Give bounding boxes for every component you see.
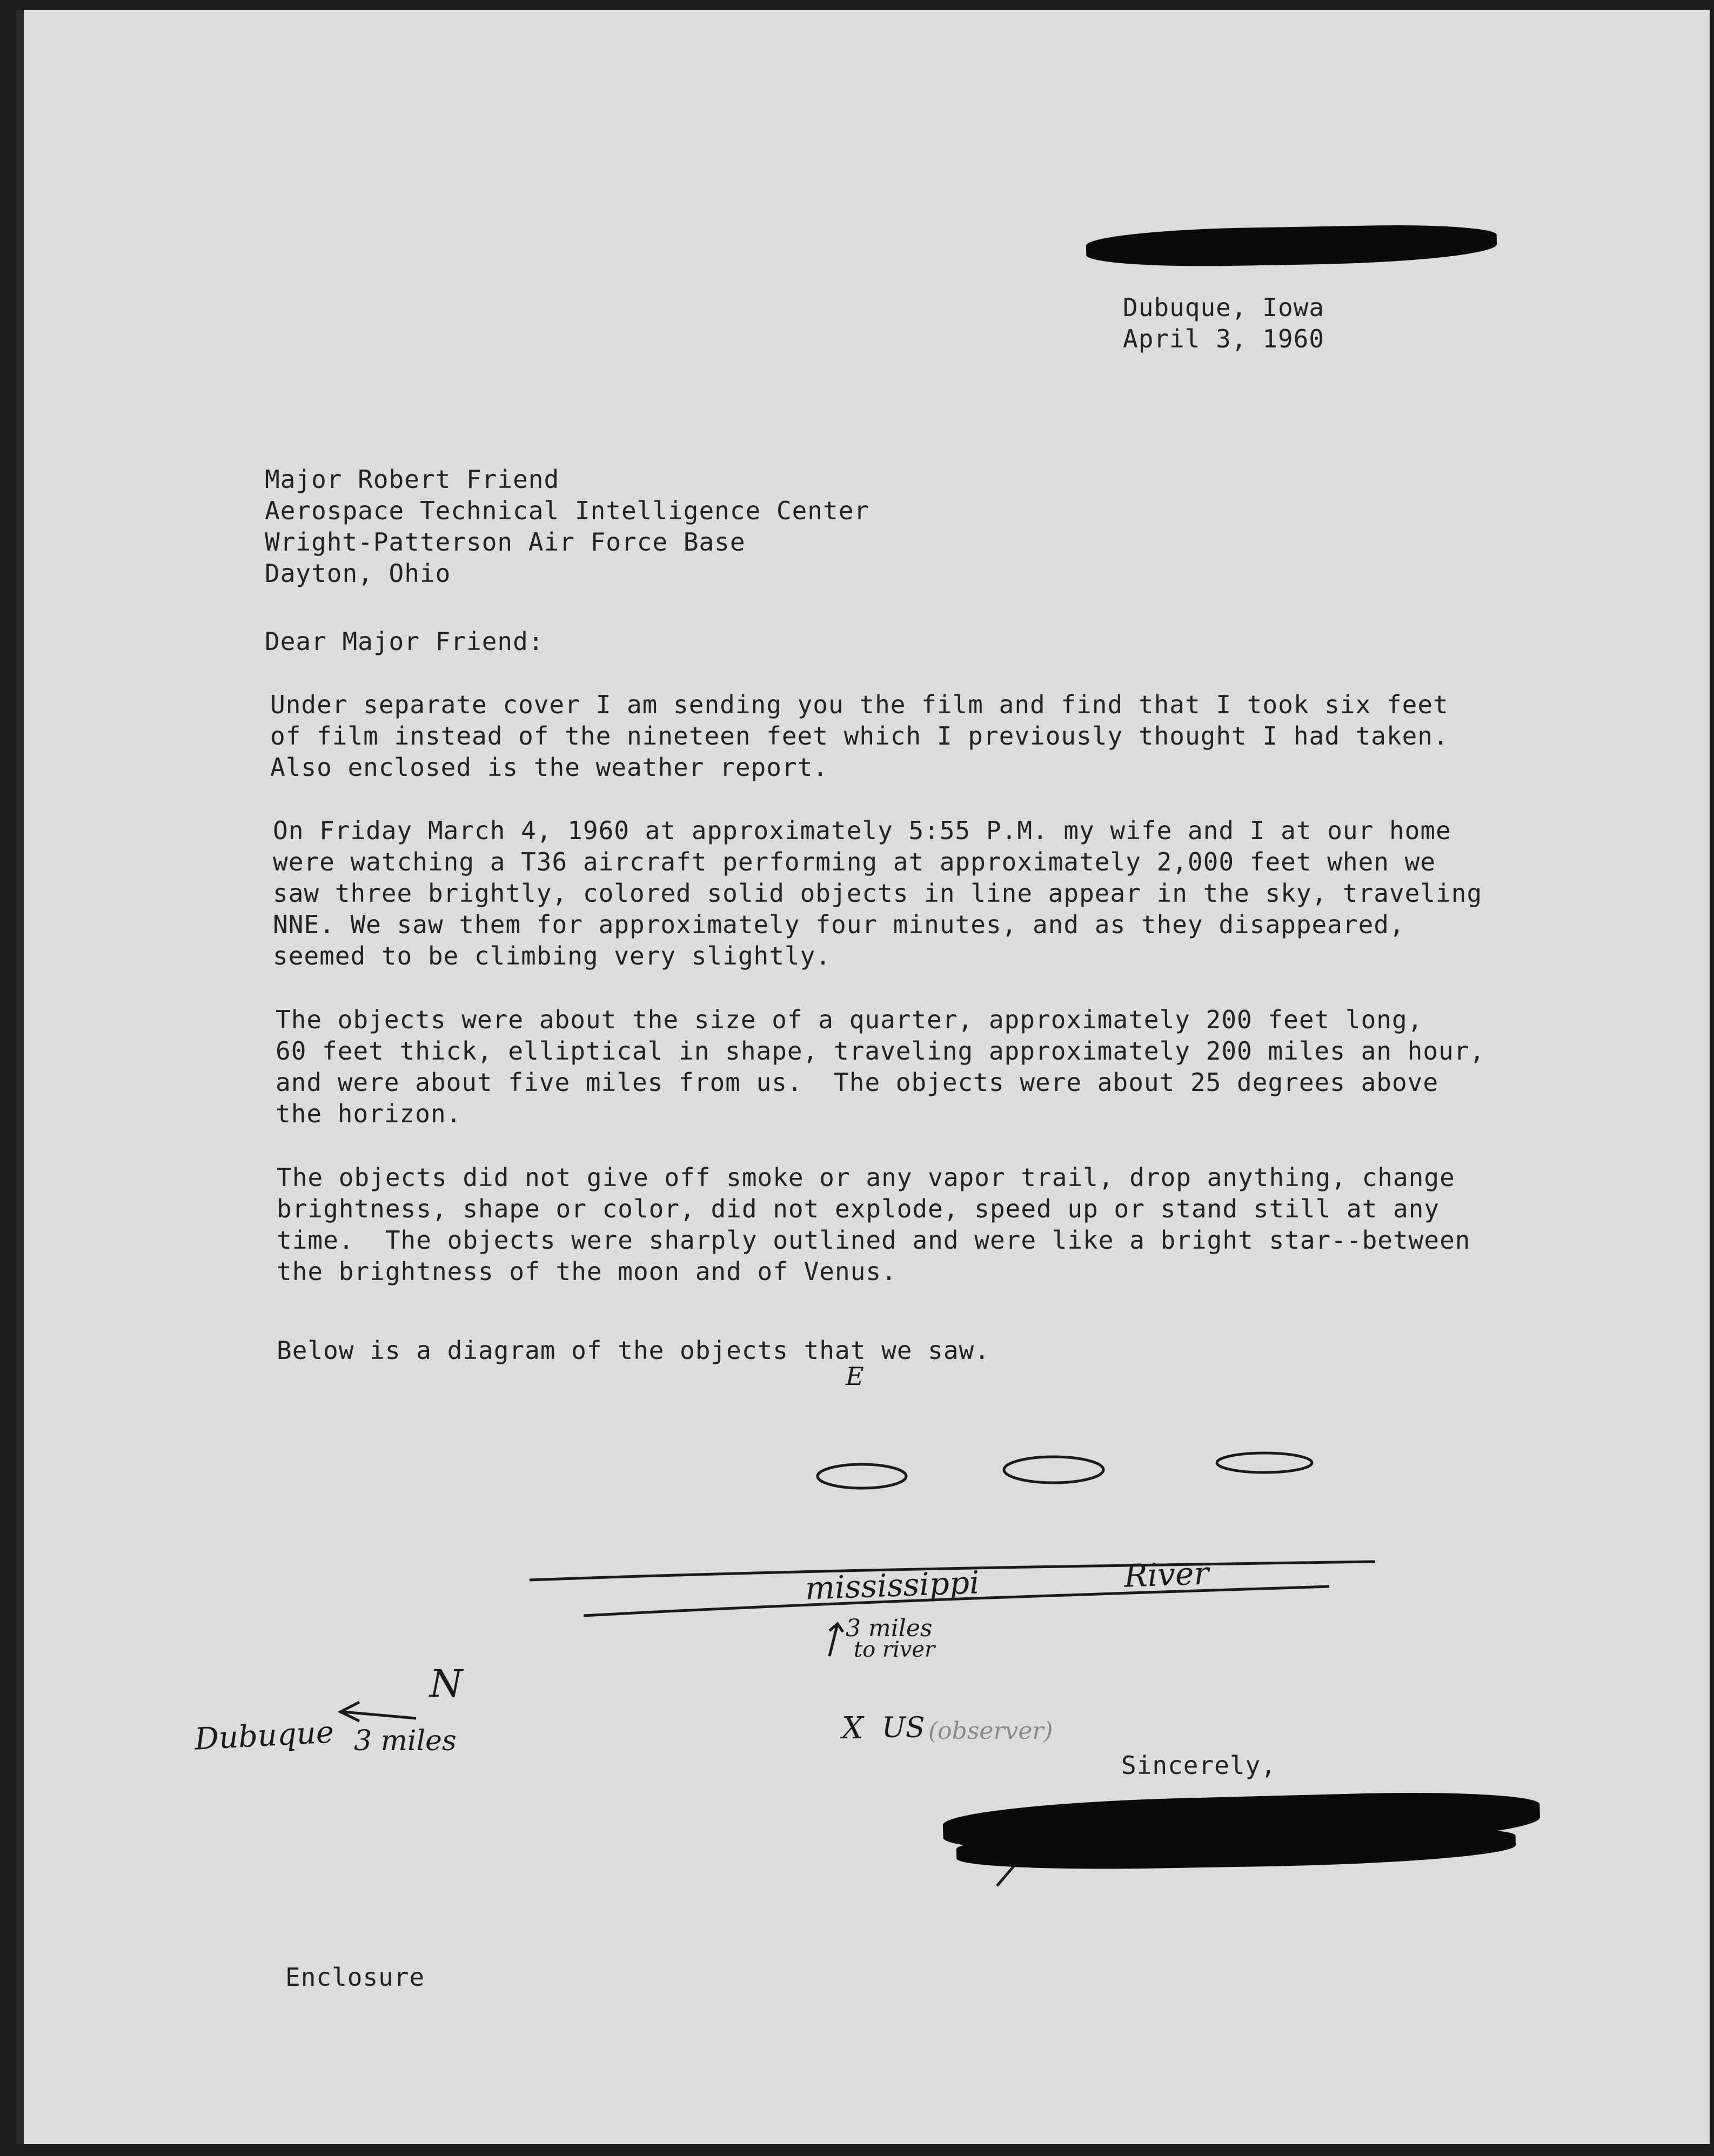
addressee-line: Wright-Patterson Air Force Base: [265, 527, 746, 557]
closing: Sincerely,: [1121, 1751, 1276, 1780]
river-label: mississippi: [804, 1564, 980, 1607]
city-distance: 3 miles: [354, 1725, 457, 1757]
addressee-line: Major Robert Friend: [265, 465, 560, 494]
body-line: and were about five miles from us. The objects were about 25 degrees above: [276, 1068, 1439, 1097]
body-line: seemed to be climbing very slightly.: [273, 941, 831, 970]
addressee-line: Dayton, Ohio: [265, 559, 451, 588]
object-ellipse: [1004, 1457, 1103, 1483]
observer-note: (observer): [928, 1717, 1053, 1745]
observer-label: US: [882, 1712, 925, 1744]
salutation: Dear Major Friend:: [265, 627, 544, 656]
observer-mark: X: [842, 1711, 863, 1746]
distance-to-river: to river: [854, 1637, 935, 1662]
direction-mark: E: [846, 1362, 864, 1391]
body-line: NNE. We saw them for approximately four minutes, and as they disappeared,: [273, 910, 1405, 939]
body-line: were watching a T36 aircraft performing at approximately 2,000 feet when we: [273, 847, 1436, 876]
header-date: April 3, 1960: [1123, 324, 1325, 353]
north-label: N: [430, 1662, 463, 1706]
city-label: Dubuque: [193, 1715, 335, 1757]
body-line: The objects were about the size of a quarter, approximately 200 feet long,: [276, 1005, 1423, 1034]
body-line: Below is a diagram of the objects that we saw.: [277, 1336, 990, 1365]
body-line: The objects did not give off smoke or any vapor trail, drop anything, change: [277, 1163, 1455, 1192]
distance-to-river: 3 miles: [846, 1615, 933, 1642]
body-line: Under separate cover I am sending you the film and find that I took six feet: [270, 690, 1449, 719]
body-line: saw three brightly, colored solid objects in line appear in the sky, traveling: [273, 879, 1483, 908]
body-line: the brightness of the moon and of Venus.: [277, 1257, 897, 1286]
body-line: Also enclosed is the weather report.: [270, 753, 828, 782]
body-line: the horizon.: [276, 1099, 462, 1128]
object-ellipse: [1217, 1453, 1312, 1472]
header-place: Dubuque, Iowa: [1123, 293, 1325, 322]
object-ellipse: [818, 1464, 906, 1488]
river-label: River: [1123, 1555, 1210, 1595]
addressee-line: Aerospace Technical Intelligence Center: [265, 496, 870, 525]
body-line: time. The objects were sharply outlined and were like a bright star--between: [277, 1226, 1471, 1255]
body-line: of film instead of the nineteen feet which I previously thought I had taken.: [270, 721, 1449, 751]
body-line: brightness, shape or color, did not explode, speed up or stand still at any: [277, 1194, 1440, 1223]
body-line: 60 feet thick, elliptical in shape, traveling approximately 200 miles an hour,: [276, 1036, 1485, 1066]
arrow-to-river: [829, 1624, 843, 1656]
enclosure-note: Enclosure: [285, 1963, 425, 1992]
arrow-to-dubuque: [340, 1702, 416, 1721]
body-line: On Friday March 4, 1960 at approximately 5:55 P.M. my wife and I at our home: [273, 816, 1451, 845]
